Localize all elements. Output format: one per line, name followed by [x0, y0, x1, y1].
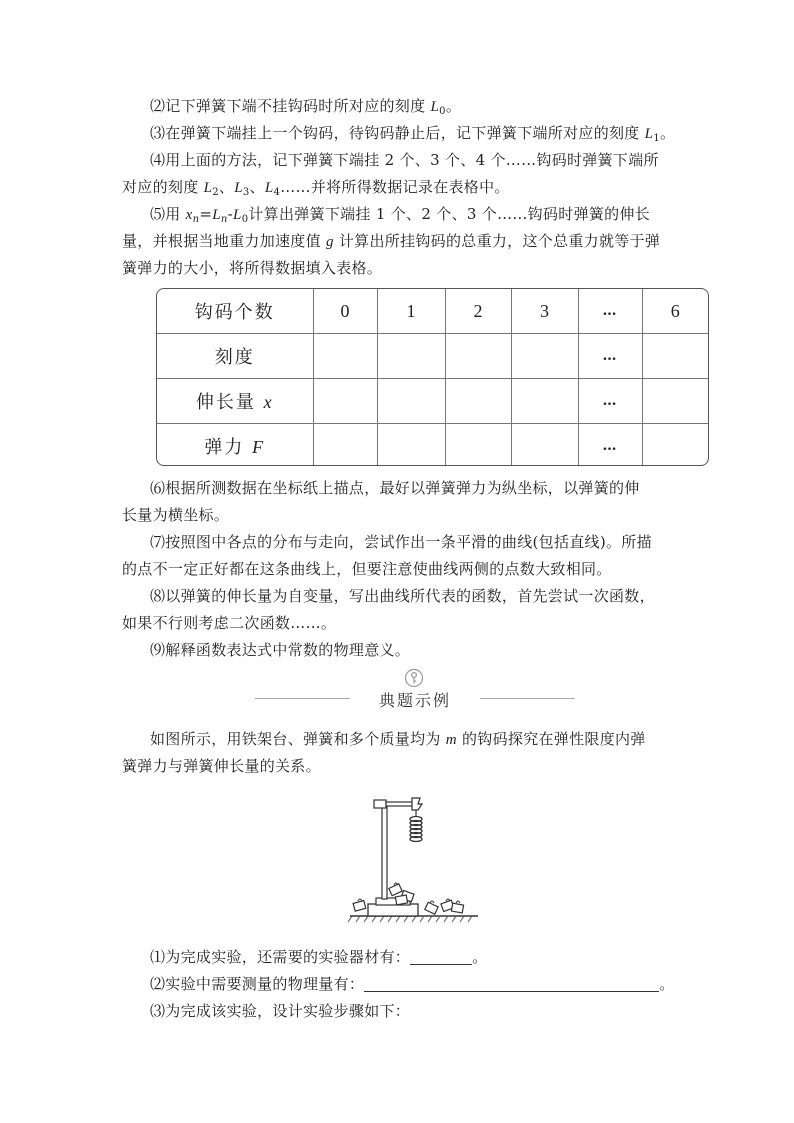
step-8-line-2 [122, 610, 682, 637]
table-cell [377, 379, 445, 424]
step-7-line-1 [122, 529, 682, 556]
table-row [157, 379, 708, 424]
operator: - [227, 205, 234, 223]
step-8-text: ⑻以弹簧的伸长量为自变量，写出曲线所代表的函数，首先尝试一次函数， [150, 587, 655, 605]
step-6-line-2 [122, 502, 682, 529]
step-5-line-2 [122, 228, 682, 256]
header-cell: … [578, 289, 642, 334]
data-table [156, 288, 709, 466]
table-cell [313, 334, 377, 379]
table-cell: … [578, 334, 642, 379]
step-7-text: ⑺按照图中各点的分布与走向，尝试作出一条平滑的曲线(包括直线)。所描 [150, 533, 652, 551]
step-5-text: 计算出所挂钩码的总重力，这个总重力就等于弹 [333, 232, 661, 250]
subscript: 0 [241, 214, 249, 225]
subscript: 3 [242, 187, 250, 198]
section-title: 典题示例 [378, 691, 451, 710]
table-cell [445, 379, 511, 424]
example-intro-line-2 [122, 753, 682, 780]
table-cell: … [578, 424, 642, 467]
intro-text: 的钩码探究在弹性限度内弹 [456, 730, 646, 748]
step-3-text: ⑶在弹簧下端挂上一个钩码，待钩码静止后，记下弹簧下端所对应的刻度 [150, 124, 645, 142]
intro-text: 簧弹力与弹簧伸长量的关系。 [122, 757, 321, 775]
header-cell: 钩码个数 [157, 289, 313, 334]
question-1 [122, 944, 682, 971]
table-cell [642, 379, 708, 424]
table-cell [445, 334, 511, 379]
question-2-text: ⑵实验中需要测量的物理量有： [150, 975, 365, 993]
subscript: n [192, 214, 200, 225]
step-5-text: 簧弹力的大小，将所得数据填入表格。 [122, 259, 383, 277]
table-row [157, 424, 708, 467]
punct: 。 [445, 97, 462, 115]
var-x: x [263, 392, 274, 412]
header-cell: 6 [642, 289, 708, 334]
step-5-line-3 [122, 255, 682, 282]
step-5-line-1 [122, 201, 682, 229]
table-cell [313, 424, 377, 467]
table-cell [445, 424, 511, 467]
spring-stand-illustration [346, 790, 482, 930]
step-5-text: 计算出弹簧下端挂 1 个、2 个、3 个……钩码时弹簧的伸长 [248, 205, 651, 223]
step-4-line-2 [122, 174, 682, 202]
var-x: x [185, 207, 193, 223]
row-label [157, 379, 313, 424]
punct: 、 [249, 178, 265, 196]
step-9-text: ⑼解释函数表达式中常数的物理意义。 [150, 641, 411, 659]
subscript: n [220, 214, 228, 225]
punct: 。 [472, 948, 488, 966]
table-cell [511, 379, 578, 424]
row-label-text: 弹力 [204, 437, 253, 458]
step-9 [122, 637, 682, 664]
step-5-text: ⑸用 [150, 205, 186, 223]
step-8-text: 如果不行则考虑二次函数……。 [122, 614, 337, 632]
table-cell [377, 424, 445, 467]
step-4-text: ⑷用上面的方法，记下弹簧下端挂 2 个、3 个、4 个……钩码时弹簧下端所 [150, 151, 659, 169]
table-cell: … [578, 379, 642, 424]
table-header-row [157, 289, 708, 334]
question-3-text: ⑶为完成该实验，设计实验步骤如下： [150, 1002, 411, 1020]
step-5-text: 量，并根据当地重力加速度值 [122, 232, 326, 250]
var-L: L [264, 180, 274, 196]
header-cell: 1 [377, 289, 445, 334]
header-cell: 3 [511, 289, 578, 334]
var-L: L [644, 126, 654, 142]
table-cell [642, 424, 708, 467]
var-L: L [203, 180, 213, 196]
step-4-line-1 [122, 147, 682, 174]
subscript: 2 [212, 187, 219, 198]
var-F: F [252, 437, 266, 457]
table-cell [377, 334, 445, 379]
step-4-text: ……并将所得数据记录在表格中。 [280, 178, 510, 196]
example-intro-line-1 [122, 726, 682, 754]
question-2 [122, 971, 702, 998]
punct: 。 [659, 975, 675, 993]
row-label: 刻度 [157, 334, 313, 379]
step-2-text: ⑵记下弹簧下端不挂钩码时所对应的刻度 [150, 97, 431, 115]
step-6-text: ⑹根据所测数据在坐标纸上描点，最好以弹簧弹力为纵坐标，以弹簧的伸 [150, 479, 640, 497]
question-1-text: ⑴为完成实验，还需要的实验器材有： [150, 948, 411, 966]
step-2 [122, 93, 682, 121]
header-cell: 2 [445, 289, 511, 334]
answer-blank-1[interactable] [410, 948, 472, 965]
step-4-text: 对应的刻度 [122, 178, 204, 196]
var-L: L [233, 207, 242, 223]
table-row [157, 334, 708, 379]
step-7-text: 的点不一定正好都在这条曲线上，但要注意使曲线两侧的点数大致相同。 [122, 560, 612, 578]
punct: 、 [218, 178, 235, 196]
step-7-line-2 [122, 556, 682, 583]
subscript: 0 [439, 106, 446, 117]
table-cell [642, 334, 708, 379]
punct: 。 [660, 124, 676, 142]
question-3 [122, 998, 682, 1025]
step-8-line-1 [122, 583, 682, 610]
var-L: L [234, 180, 243, 196]
row-label-text: 伸长量 [195, 392, 264, 413]
step-3 [122, 120, 682, 148]
var-L: L [430, 99, 440, 115]
key-icon [404, 668, 424, 688]
intro-text: 如图所示，用铁架台、弹簧和多个质量均为 [150, 730, 446, 748]
table-cell [511, 334, 578, 379]
var-L: L [212, 207, 221, 223]
answer-blank-2[interactable] [364, 975, 659, 992]
step-6-text: 长量为横坐标。 [122, 506, 230, 524]
var-g: g [325, 234, 334, 250]
row-label [157, 424, 313, 467]
header-cell: 0 [313, 289, 377, 334]
subscript: 1 [653, 133, 660, 144]
table-cell [313, 379, 377, 424]
subscript: 4 [273, 187, 281, 198]
table-cell [511, 424, 578, 467]
section-header [255, 668, 575, 710]
operator: = [199, 205, 213, 223]
var-m: m [445, 732, 457, 748]
divider [480, 698, 575, 699]
step-6-line-1 [122, 475, 682, 502]
